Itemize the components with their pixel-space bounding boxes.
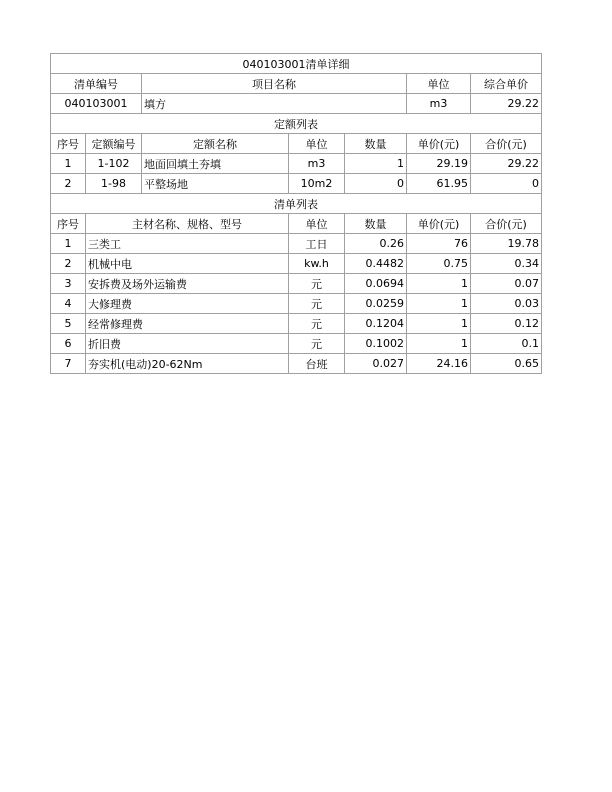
cell-material-name: 大修理费 [86, 294, 289, 314]
material-row [51, 274, 542, 294]
cell-total: 0.03 [471, 294, 542, 314]
cell-total: 0.12 [471, 314, 542, 334]
cell-unit: 元 [289, 274, 345, 294]
materials-header-row [51, 214, 542, 234]
cell-quota-code: 1-98 [86, 174, 142, 194]
col-header-quota-name: 定额名称 [142, 134, 289, 154]
cell-unit: 元 [289, 314, 345, 334]
cell-unit-price: 76 [407, 234, 471, 254]
bill-price-header: 综合单价 [471, 74, 542, 94]
bill-detail-table [50, 53, 542, 374]
col-header-seq: 序号 [51, 134, 86, 154]
cell-quota-name: 平整场地 [142, 174, 289, 194]
col-header-qty: 数量 [345, 214, 407, 234]
cell-unit-price: 1 [407, 334, 471, 354]
cell-total: 0.07 [471, 274, 542, 294]
cell-unit-price: 0.75 [407, 254, 471, 274]
col-header-qty: 数量 [345, 134, 407, 154]
cell-total: 0.34 [471, 254, 542, 274]
cell-unit-price: 24.16 [407, 354, 471, 374]
cell-seq: 2 [51, 254, 86, 274]
material-row [51, 354, 542, 374]
cell-unit-price: 1 [407, 294, 471, 314]
cell-qty: 1 [345, 154, 407, 174]
cell-unit: 元 [289, 334, 345, 354]
cell-seq: 2 [51, 174, 86, 194]
col-header-unit-price: 单价(元) [407, 134, 471, 154]
cell-unit-price: 61.95 [407, 174, 471, 194]
cell-total: 19.78 [471, 234, 542, 254]
cell-seq: 6 [51, 334, 86, 354]
cell-seq: 7 [51, 354, 86, 374]
col-header-quota-code: 定额编号 [86, 134, 142, 154]
bill-header-row [51, 74, 542, 94]
cell-unit: 10m2 [289, 174, 345, 194]
quota-row [51, 154, 542, 174]
cell-seq: 1 [51, 154, 86, 174]
doc-title: 040103001清单详细 [51, 54, 542, 74]
cell-material-name: 三类工 [86, 234, 289, 254]
material-row [51, 314, 542, 334]
col-header-unit: 单位 [289, 214, 345, 234]
col-header-total: 合价(元) [471, 214, 542, 234]
bill-price: 29.22 [471, 94, 542, 114]
material-row [51, 334, 542, 354]
cell-qty: 0.4482 [345, 254, 407, 274]
quota-section-title: 定额列表 [51, 114, 542, 134]
doc-title-row [51, 54, 542, 74]
col-header-total: 合价(元) [471, 134, 542, 154]
cell-seq: 3 [51, 274, 86, 294]
cell-unit: 元 [289, 294, 345, 314]
bill-row [51, 94, 542, 114]
cell-unit-price: 29.19 [407, 154, 471, 174]
cell-unit: kw.h [289, 254, 345, 274]
material-row [51, 234, 542, 254]
cell-qty: 0.1204 [345, 314, 407, 334]
cell-seq: 5 [51, 314, 86, 334]
cell-qty: 0 [345, 174, 407, 194]
materials-section-title: 清单列表 [51, 194, 542, 214]
cell-qty: 0.26 [345, 234, 407, 254]
cell-quota-name: 地面回填土夯填 [142, 154, 289, 174]
quota-header-row [51, 134, 542, 154]
material-row [51, 254, 542, 274]
bill-code: 040103001 [51, 94, 142, 114]
cell-total: 29.22 [471, 154, 542, 174]
bill-unit-header: 单位 [407, 74, 471, 94]
cell-unit: 台班 [289, 354, 345, 374]
col-header-seq: 序号 [51, 214, 86, 234]
col-header-material-name: 主材名称、规格、型号 [86, 214, 289, 234]
cell-unit: 工日 [289, 234, 345, 254]
cell-total: 0.1 [471, 334, 542, 354]
cell-total: 0.65 [471, 354, 542, 374]
cell-qty: 0.027 [345, 354, 407, 374]
cell-unit-price: 1 [407, 274, 471, 294]
quota-title-row [51, 114, 542, 134]
bill-unit: m3 [407, 94, 471, 114]
materials-title-row [51, 194, 542, 214]
quota-row [51, 174, 542, 194]
cell-material-name: 夯实机(电动)20-62Nm [86, 354, 289, 374]
cell-unit: m3 [289, 154, 345, 174]
col-header-unit-price: 单价(元) [407, 214, 471, 234]
cell-seq: 4 [51, 294, 86, 314]
bill-name: 填方 [142, 94, 407, 114]
cell-material-name: 经常修理费 [86, 314, 289, 334]
material-row [51, 294, 542, 314]
cell-material-name: 折旧费 [86, 334, 289, 354]
cell-qty: 0.0694 [345, 274, 407, 294]
cell-seq: 1 [51, 234, 86, 254]
cell-material-name: 安拆费及场外运输费 [86, 274, 289, 294]
cell-unit-price: 1 [407, 314, 471, 334]
cell-quota-code: 1-102 [86, 154, 142, 174]
bill-name-header: 项目名称 [142, 74, 407, 94]
cell-total: 0 [471, 174, 542, 194]
col-header-unit: 单位 [289, 134, 345, 154]
cell-material-name: 机械中电 [86, 254, 289, 274]
cell-qty: 0.0259 [345, 294, 407, 314]
bill-code-header: 清单编号 [51, 74, 142, 94]
cell-qty: 0.1002 [345, 334, 407, 354]
